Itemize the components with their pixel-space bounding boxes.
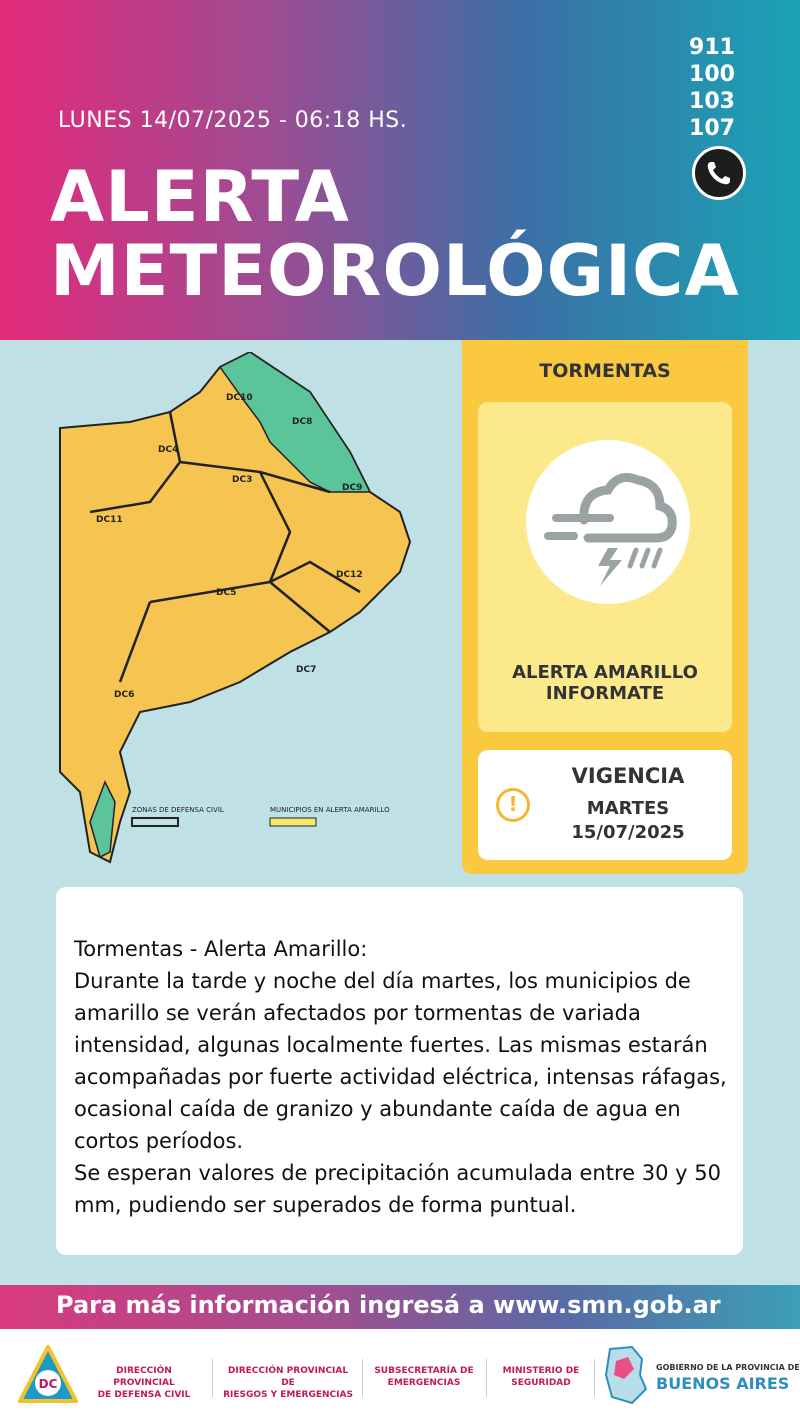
map-zone-label: DC11: [96, 515, 123, 525]
alert-date: LUNES 14/07/2025 - 06:18 HS.: [58, 108, 408, 133]
info-bar: [0, 1285, 800, 1329]
description-body: Durante la tarde y noche del día martes, los municipios de amarillo se verán afectados por tormentas de variada intensidad, algunas localmente fuertes. Las mismas estarán acompañadas por fuerte actividad eléctrica, intensas ráfagas, ocasional caída de granizo y abundante caída de agua en cortos períodos.: [74, 969, 727, 1153]
map-zone-label: DC10: [226, 393, 253, 403]
description-heading: Tormentas - Alerta Amarillo:: [74, 937, 368, 961]
phone-number[interactable]: 911: [689, 35, 735, 60]
divider: [212, 1359, 213, 1397]
province-shape: [60, 352, 410, 862]
defensa-civil-logo: [18, 1345, 78, 1405]
org-line: RIESGOS Y EMERGENCIAS: [223, 1390, 353, 1400]
legend-zones-label: ZONAS DE DEFENSA CIVIL: [132, 806, 224, 814]
org-line: DIRECCIÓN PROVINCIAL: [113, 1366, 175, 1388]
org-name: [494, 1365, 588, 1389]
vigencia-card: [478, 750, 732, 860]
info-link[interactable]: Para más información ingresá a www.smn.gob.ar: [56, 1291, 721, 1319]
org-name: [222, 1365, 354, 1401]
map-zone-label: DC9: [342, 483, 363, 493]
alert-icon-card: [478, 402, 732, 732]
province-map: [30, 352, 450, 872]
org-line: SUBSECRETARÍA DE: [374, 1366, 474, 1376]
government-line: GOBIERNO DE LA PROVINCIA DE: [656, 1363, 800, 1372]
vigencia-title: VIGENCIA: [571, 764, 685, 788]
title-line: ALERTA: [50, 156, 350, 238]
title-line: METEOROLÓGICA: [50, 230, 740, 312]
map-zone-label: DC6: [114, 690, 135, 700]
map-zone-label: DC5: [216, 588, 237, 598]
page-title: [50, 156, 740, 312]
org-line: EMERGENCIAS: [387, 1378, 461, 1388]
legend-zones-swatch: [132, 818, 178, 826]
vigencia-day: MARTES: [586, 798, 670, 819]
province-emblem-icon: [602, 1345, 648, 1405]
org-name: [88, 1365, 200, 1401]
alert-type: TORMENTAS: [539, 360, 671, 382]
map-zone-label: DC8: [292, 417, 313, 427]
divider: [486, 1359, 487, 1397]
phone-number[interactable]: 100: [689, 62, 735, 87]
map-zone-label: DC12: [336, 570, 363, 580]
description-body2: Se esperan valores de precipitación acumulada entre 30 y 50 mm, pudiendo ser superados de forma puntual.: [74, 1161, 721, 1217]
org-line: DIRECCIÓN PROVINCIAL DE: [227, 1366, 349, 1388]
alert-level: [478, 662, 732, 704]
vigencia-date: 15/07/2025: [571, 822, 685, 843]
province-name: BUENOS AIRES: [656, 1374, 790, 1393]
org-name: [372, 1365, 476, 1389]
alert-panel: [462, 340, 748, 874]
org-line: MINISTERIO DE: [502, 1366, 580, 1376]
phone-number[interactable]: 107: [689, 116, 735, 141]
legend-municipios-label: MUNICIPIOS EN ALERTA AMARILLO: [270, 806, 390, 814]
map-zone-label: DC7: [296, 665, 317, 675]
alert-level-line: ALERTA AMARILLO: [512, 662, 698, 683]
phone-number[interactable]: 103: [689, 89, 735, 114]
emergency-phones: [682, 34, 742, 142]
dc-logo-text: DC: [38, 1377, 58, 1391]
description-text: [74, 933, 734, 1221]
alert-level-line: INFORMATE: [545, 683, 665, 704]
org-line: DE DEFENSA CIVIL: [97, 1390, 191, 1400]
header-banner: [0, 0, 800, 340]
map-zone-label: DC4: [158, 445, 179, 455]
legend-municipios-swatch: [270, 818, 316, 826]
logos-footer: [0, 1329, 800, 1422]
divider: [362, 1359, 363, 1397]
org-line: SEGURIDAD: [511, 1378, 571, 1388]
divider: [594, 1359, 595, 1397]
map-zone-label: DC3: [232, 475, 253, 485]
exclamation-icon: !: [496, 788, 530, 822]
storm-icon: [526, 440, 690, 604]
description-box: [56, 887, 743, 1255]
